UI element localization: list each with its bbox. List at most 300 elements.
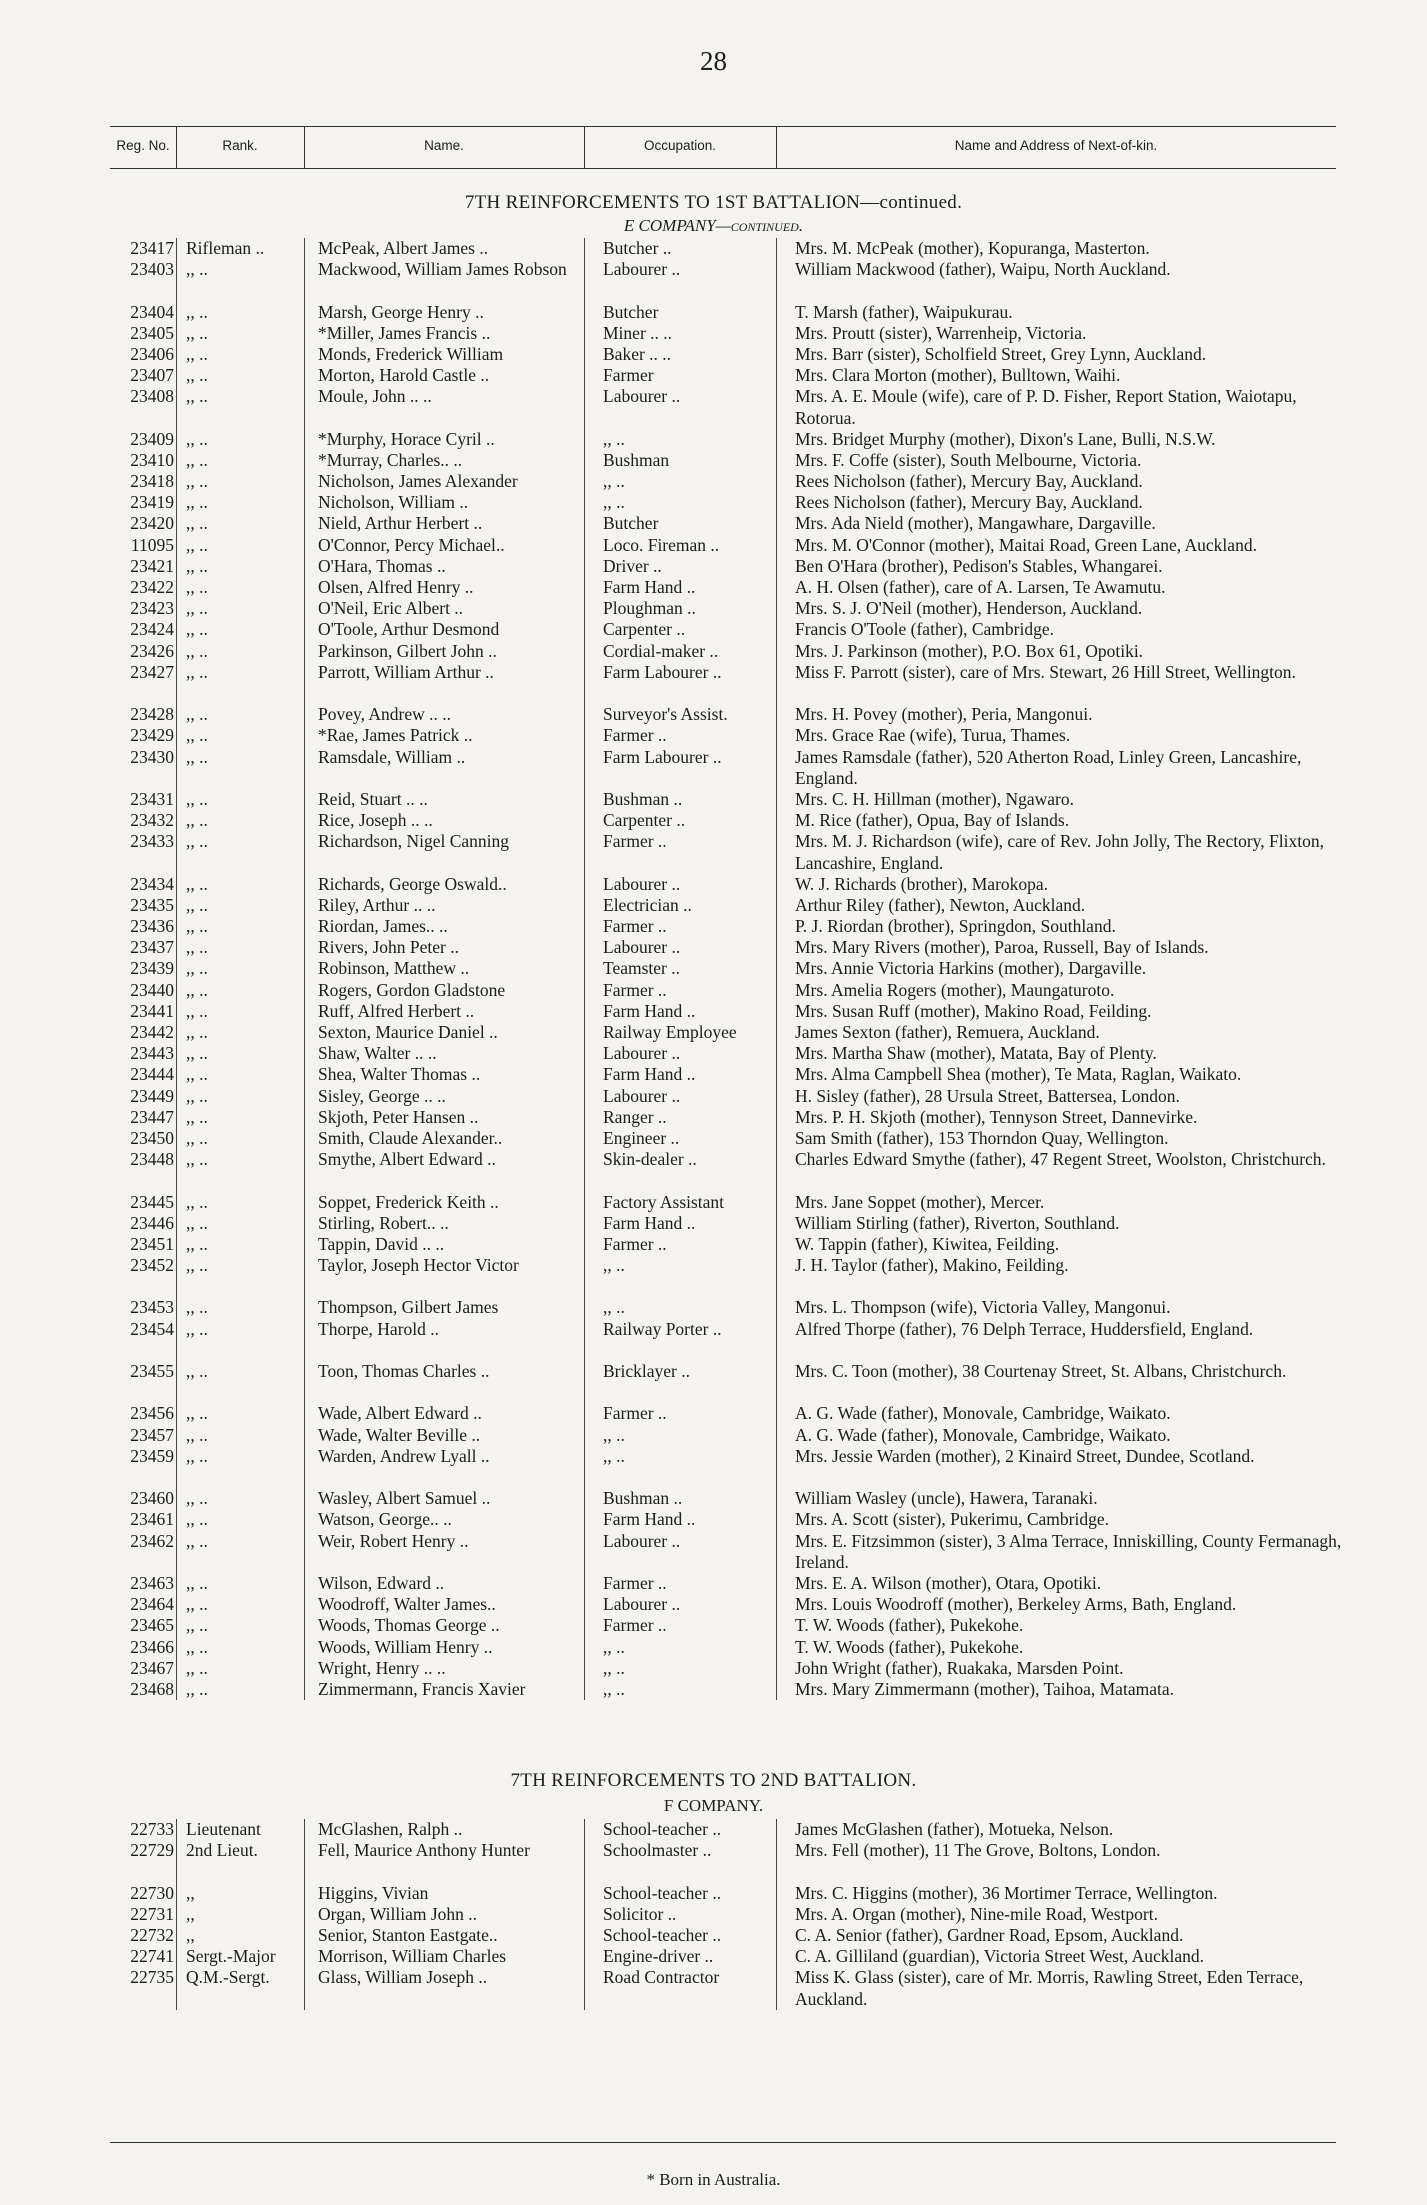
reg-no-cell: 23442 bbox=[130, 1022, 174, 1043]
reg-no-cell: 23405 bbox=[130, 322, 174, 343]
reg-no-cell: 23468 bbox=[130, 1678, 174, 1699]
name-cell: Watson, George.. .. bbox=[318, 1509, 452, 1530]
reg-no-cell: 23435 bbox=[130, 894, 174, 915]
name-cell: Monds, Frederick William bbox=[318, 343, 504, 364]
footnote: * Born in Australia. bbox=[646, 2170, 781, 2189]
table-row bbox=[0, 1064, 1427, 1085]
rank-cell: ,, .. bbox=[186, 1022, 208, 1043]
next-of-kin-cell: Mrs. M. McPeak (mother), Kopuranga, Masterton. bbox=[795, 238, 1150, 258]
rank-cell: ,, .. bbox=[186, 1572, 208, 1593]
name-cell: Robinson, Matthew .. bbox=[318, 958, 470, 979]
table-row bbox=[0, 1043, 1427, 1064]
next-of-kin-cell: A. G. Wade (father), Monovale, Cambridge, Waikato. bbox=[795, 1403, 1171, 1424]
rank-cell: 2nd Lieut. bbox=[186, 1840, 258, 1861]
occupation-cell: Farm Labourer .. bbox=[603, 746, 722, 767]
rank-cell: ,, .. bbox=[186, 661, 208, 682]
next-of-kin-cell: W. Tappin (father), Kiwitea, Feilding. bbox=[795, 1233, 1060, 1254]
rank-cell: ,, .. bbox=[186, 1043, 208, 1064]
rank-cell: ,, .. bbox=[186, 555, 208, 576]
table-row bbox=[0, 1883, 1427, 1904]
rank-cell: ,, .. bbox=[186, 640, 208, 661]
reg-no-cell: 23407 bbox=[130, 365, 174, 386]
rank-cell: ,, .. bbox=[186, 894, 208, 915]
name-cell: Thompson, Gilbert James bbox=[318, 1297, 499, 1318]
header-divider bbox=[584, 126, 585, 168]
name-cell: O'Connor, Percy Michael.. bbox=[318, 534, 505, 555]
table-row bbox=[0, 1361, 1427, 1403]
reg-no-cell: 23449 bbox=[130, 1085, 174, 1106]
occupation-cell: ,, .. bbox=[603, 492, 625, 513]
occupation-cell: Butcher bbox=[603, 301, 659, 322]
table-row bbox=[0, 1403, 1427, 1424]
occupation-cell: Factory Assistant bbox=[603, 1191, 725, 1212]
name-cell: Parkinson, Gilbert John .. bbox=[318, 640, 497, 661]
name-cell: Taylor, Joseph Hector Victor bbox=[318, 1255, 519, 1276]
name-cell: O'Toole, Arthur Desmond bbox=[318, 619, 500, 640]
reg-no-cell: 22730 bbox=[130, 1882, 174, 1903]
name-cell: Rivers, John Peter .. bbox=[318, 937, 459, 958]
occupation-cell: Farmer .. bbox=[603, 725, 667, 746]
next-of-kin-cell: Mrs. P. H. Skjoth (mother), Tennyson Street, Dannevirke. bbox=[795, 1106, 1198, 1127]
table-row bbox=[0, 513, 1427, 534]
next-of-kin-cell: Francis O'Toole (father), Cambridge. bbox=[795, 619, 1054, 640]
col-name: Name. bbox=[424, 138, 464, 153]
occupation-cell: Labourer .. bbox=[603, 386, 681, 407]
table-row bbox=[0, 1904, 1427, 1925]
next-of-kin-cell: James Ramsdale (father), 520 Atherton Road, Linley Green, Lancashire, England. bbox=[795, 746, 1302, 788]
name-cell: Ruff, Alfred Herbert .. bbox=[318, 1000, 475, 1021]
occupation-cell: Farm Hand .. bbox=[603, 577, 696, 598]
reg-no-cell: 23467 bbox=[130, 1657, 174, 1678]
header-rule-top bbox=[110, 126, 1336, 127]
rank-cell: ,, .. bbox=[186, 1403, 208, 1424]
next-of-kin-cell: Mrs. A. E. Moule (wife), care of P. D. Fisher, Report Station, Waiotapu, Rotorua. bbox=[795, 386, 1297, 428]
reg-no-cell: 23455 bbox=[130, 1361, 174, 1382]
next-of-kin-cell: Mrs. Barr (sister), Scholfield Street, Grey Lynn, Auckland. bbox=[795, 343, 1207, 364]
next-of-kin-cell: P. J. Riordan (brother), Springdon, Southland. bbox=[795, 916, 1116, 937]
rank-cell: ,, .. bbox=[186, 471, 208, 492]
name-cell: Richardson, Nigel Canning bbox=[318, 831, 510, 852]
rank-cell: ,, .. bbox=[186, 916, 208, 937]
occupation-cell: Bushman bbox=[603, 449, 670, 470]
reg-no-cell: 23462 bbox=[130, 1530, 174, 1551]
next-of-kin-cell: Mrs. Mary Zimmermann (mother), Taihoa, Matamata. bbox=[795, 1678, 1174, 1699]
table-row bbox=[0, 556, 1427, 577]
reg-no-cell: 22732 bbox=[130, 1924, 174, 1945]
name-cell: Wasley, Albert Samuel .. bbox=[318, 1488, 491, 1509]
name-cell: Rice, Joseph .. .. bbox=[318, 810, 433, 831]
reg-no-cell: 23421 bbox=[130, 555, 174, 576]
table-row bbox=[0, 1509, 1427, 1530]
occupation-cell: Bushman .. bbox=[603, 788, 683, 809]
next-of-kin-cell: Mrs. Bridget Murphy (mother), Dixon's Lane, Bulli, N.S.W. bbox=[795, 428, 1216, 449]
reg-no-cell: 23436 bbox=[130, 916, 174, 937]
name-cell: McGlashen, Ralph .. bbox=[318, 1819, 463, 1839]
next-of-kin-cell: William Stirling (father), Riverton, Southland. bbox=[795, 1212, 1120, 1233]
table-row bbox=[0, 831, 1427, 873]
table-row bbox=[0, 1192, 1427, 1213]
occupation-cell: Teamster .. bbox=[603, 958, 681, 979]
reg-no-cell: 23423 bbox=[130, 598, 174, 619]
name-cell: Higgins, Vivian bbox=[318, 1882, 429, 1903]
next-of-kin-cell: T. W. Woods (father), Pukekohe. bbox=[795, 1636, 1024, 1657]
column-divider bbox=[176, 238, 177, 1700]
name-cell: Olsen, Alfred Henry .. bbox=[318, 577, 474, 598]
rank-cell: Rifleman .. bbox=[186, 238, 265, 258]
table-row bbox=[0, 344, 1427, 365]
rank-cell: ,, .. bbox=[186, 1657, 208, 1678]
table-row bbox=[0, 1531, 1427, 1573]
name-cell: Woods, Thomas George .. bbox=[318, 1615, 500, 1636]
occupation-cell: ,, .. bbox=[603, 1424, 625, 1445]
occupation-cell: Railway Employee bbox=[603, 1022, 737, 1043]
next-of-kin-cell: J. H. Taylor (father), Makino, Feilding. bbox=[795, 1255, 1069, 1276]
occupation-cell: ,, .. bbox=[603, 1297, 625, 1318]
table-row bbox=[0, 937, 1427, 958]
next-of-kin-cell: W. J. Richards (brother), Marokopa. bbox=[795, 873, 1049, 894]
next-of-kin-cell: Mrs. Grace Rae (wife), Turua, Thames. bbox=[795, 725, 1071, 746]
rank-cell: ,, .. bbox=[186, 619, 208, 640]
next-of-kin-cell: William Mackwood (father), Waipu, North Auckland. bbox=[795, 259, 1171, 280]
name-cell: Nicholson, William .. bbox=[318, 492, 469, 513]
table-row bbox=[0, 1149, 1427, 1191]
next-of-kin-cell: A. H. Olsen (father), care of A. Larsen, Te Awamutu. bbox=[795, 577, 1166, 598]
name-cell: Senior, Stanton Eastgate.. bbox=[318, 1924, 498, 1945]
name-cell: Thorpe, Harold .. bbox=[318, 1318, 440, 1339]
table-row bbox=[0, 619, 1427, 640]
column-divider bbox=[176, 1819, 177, 2010]
next-of-kin-cell: Miss K. Glass (sister), care of Mr. Morris, Rawling Street, Eden Terrace, Auckland. bbox=[795, 1967, 1304, 2009]
name-cell: Shea, Walter Thomas .. bbox=[318, 1064, 481, 1085]
name-cell: Fell, Maurice Anthony Hunter bbox=[318, 1840, 530, 1861]
next-of-kin-cell: Sam Smith (father), 153 Thorndon Quay, Wellington. bbox=[795, 1127, 1169, 1148]
reg-no-cell: 23440 bbox=[130, 979, 174, 1000]
occupation-cell: Engineer .. bbox=[603, 1127, 680, 1148]
name-cell: Smith, Claude Alexander.. bbox=[318, 1127, 503, 1148]
name-cell: Riordan, James.. .. bbox=[318, 916, 448, 937]
next-of-kin-cell: Mrs. A. Scott (sister), Pukerimu, Cambridge. bbox=[795, 1509, 1110, 1530]
next-of-kin-cell: A. G. Wade (father), Monovale, Cambridge, Waikato. bbox=[795, 1424, 1171, 1445]
table-row bbox=[0, 1819, 1427, 1840]
reg-no-cell: 23422 bbox=[130, 577, 174, 598]
rank-cell: ,, .. bbox=[186, 937, 208, 958]
table-row bbox=[0, 1594, 1427, 1615]
reg-no-cell: 23465 bbox=[130, 1615, 174, 1636]
reg-no-cell: 23429 bbox=[130, 725, 174, 746]
rank-cell: ,, .. bbox=[186, 704, 208, 725]
table-row bbox=[0, 1425, 1427, 1446]
rank-cell: Sergt.-Major bbox=[186, 1946, 276, 1967]
rank-cell: Lieutenant bbox=[186, 1819, 261, 1839]
name-cell: Woods, William Henry .. bbox=[318, 1636, 493, 1657]
table-row bbox=[0, 1658, 1427, 1679]
name-cell: Rogers, Gordon Gladstone bbox=[318, 979, 506, 1000]
table-row bbox=[0, 1001, 1427, 1022]
table-row bbox=[0, 810, 1427, 831]
reg-no-cell: 22731 bbox=[130, 1903, 174, 1924]
occupation-cell: Railway Porter .. bbox=[603, 1318, 722, 1339]
rank-cell: ,, .. bbox=[186, 746, 208, 767]
reg-no-cell: 22735 bbox=[130, 1967, 174, 1988]
occupation-cell: Electrician .. bbox=[603, 894, 692, 915]
rank-cell: ,, .. bbox=[186, 1594, 208, 1615]
reg-no-cell: 23426 bbox=[130, 640, 174, 661]
occupation-cell: ,, .. bbox=[603, 1636, 625, 1657]
col-reg-no: Reg. No. bbox=[116, 138, 170, 153]
rank-cell: ,, .. bbox=[186, 1106, 208, 1127]
reg-no-cell: 22733 bbox=[130, 1819, 174, 1839]
occupation-cell: ,, .. bbox=[603, 1678, 625, 1699]
occupation-cell: Loco. Fireman .. bbox=[603, 534, 720, 555]
col-occupation: Occupation. bbox=[643, 138, 717, 153]
rank-cell: ,, .. bbox=[186, 958, 208, 979]
rank-cell: ,, .. bbox=[186, 1212, 208, 1233]
next-of-kin-cell: James McGlashen (father), Motueka, Nelson. bbox=[795, 1819, 1114, 1839]
occupation-cell: Farm Labourer .. bbox=[603, 661, 722, 682]
next-of-kin-cell: Mrs. E. Fitzsimmon (sister), 3 Alma Terrace, Inniskilling, County Fermanagh, Ireland. bbox=[795, 1530, 1342, 1572]
next-of-kin-cell: John Wright (father), Ruakaka, Marsden Point. bbox=[795, 1657, 1124, 1678]
name-cell: Sexton, Maurice Daniel .. bbox=[318, 1022, 498, 1043]
reg-no-cell: 23448 bbox=[130, 1149, 174, 1170]
occupation-cell: School-teacher .. bbox=[603, 1924, 722, 1945]
name-cell: *Murray, Charles.. .. bbox=[318, 449, 463, 470]
column-divider bbox=[584, 238, 585, 1700]
table-row bbox=[0, 958, 1427, 979]
reg-no-cell: 23420 bbox=[130, 513, 174, 534]
reg-no-cell: 23433 bbox=[130, 831, 174, 852]
next-of-kin-cell: Mrs. L. Thompson (wife), Victoria Valley, Mangonui. bbox=[795, 1297, 1171, 1318]
reg-no-cell: 23463 bbox=[130, 1572, 174, 1593]
next-of-kin-cell: William Wasley (uncle), Hawera, Taranaki. bbox=[795, 1488, 1098, 1509]
occupation-cell: Farmer .. bbox=[603, 1572, 667, 1593]
occupation-cell: Farmer .. bbox=[603, 831, 667, 852]
occupation-cell: Labourer .. bbox=[603, 259, 681, 280]
next-of-kin-cell: Mrs. Ada Nield (mother), Mangawhare, Dargaville. bbox=[795, 513, 1156, 534]
rank-cell: ,, .. bbox=[186, 1318, 208, 1339]
rank-cell: ,, .. bbox=[186, 1361, 208, 1382]
table-row bbox=[0, 386, 1427, 428]
rank-cell: ,, .. bbox=[186, 386, 208, 407]
next-of-kin-cell: Mrs. C. Higgins (mother), 36 Mortimer Terrace, Wellington. bbox=[795, 1882, 1218, 1903]
rank-cell: ,, .. bbox=[186, 492, 208, 513]
rank-cell: ,, .. bbox=[186, 1127, 208, 1148]
reg-no-cell: 23444 bbox=[130, 1064, 174, 1085]
reg-no-cell: 23406 bbox=[130, 343, 174, 364]
occupation-cell: Labourer .. bbox=[603, 1043, 681, 1064]
rank-cell: ,, .. bbox=[186, 1424, 208, 1445]
next-of-kin-cell: Mrs. M. J. Richardson (wife), care of Rev. John Jolly, The Rectory, Flixton, Lancashire, England. bbox=[795, 831, 1324, 873]
reg-no-cell: 23450 bbox=[130, 1127, 174, 1148]
next-of-kin-cell: Mrs. Jessie Warden (mother), 2 Kinaird Street, Dundee, Scotland. bbox=[795, 1445, 1255, 1466]
table-row bbox=[0, 1319, 1427, 1361]
occupation-cell: Schoolmaster .. bbox=[603, 1840, 712, 1861]
reg-no-cell: 23410 bbox=[130, 449, 174, 470]
rank-cell: ,, bbox=[186, 1903, 195, 1924]
name-cell: O'Hara, Thomas .. bbox=[318, 555, 446, 576]
next-of-kin-cell: Mrs. A. Organ (mother), Nine-mile Road, Westport. bbox=[795, 1903, 1158, 1924]
table-row bbox=[0, 1573, 1427, 1594]
reg-no-cell: 23447 bbox=[130, 1106, 174, 1127]
name-cell: Toon, Thomas Charles .. bbox=[318, 1361, 490, 1382]
next-of-kin-cell: Mrs. S. J. O'Neil (mother), Henderson, Auckland. bbox=[795, 598, 1143, 619]
reg-no-cell: 23408 bbox=[130, 386, 174, 407]
next-of-kin-cell: Miss F. Parrott (sister), care of Mrs. Stewart, 26 Hill Street, Wellington. bbox=[795, 661, 1296, 682]
reg-no-cell: 23445 bbox=[130, 1191, 174, 1212]
rank-cell: ,, .. bbox=[186, 365, 208, 386]
next-of-kin-cell: Rees Nicholson (father), Mercury Bay, Auckland. bbox=[795, 492, 1143, 513]
occupation-cell: Surveyor's Assist. bbox=[603, 704, 728, 725]
table-row bbox=[0, 429, 1427, 450]
occupation-cell: Engine-driver .. bbox=[603, 1946, 714, 1967]
table-row bbox=[0, 747, 1427, 789]
table-row bbox=[0, 1234, 1427, 1255]
rank-cell: ,, .. bbox=[186, 725, 208, 746]
table-row bbox=[0, 1679, 1427, 1700]
rank-cell: ,, .. bbox=[186, 1255, 208, 1276]
reg-no-cell: 23430 bbox=[130, 746, 174, 767]
column-divider bbox=[304, 238, 305, 1700]
occupation-cell: Butcher .. bbox=[603, 238, 672, 258]
header-divider bbox=[776, 126, 777, 168]
reg-no-cell: 23464 bbox=[130, 1594, 174, 1615]
name-cell: Tappin, David .. .. bbox=[318, 1233, 445, 1254]
table-row bbox=[0, 1967, 1427, 2009]
footer-rule bbox=[110, 2142, 1336, 2143]
occupation-cell: Labourer .. bbox=[603, 937, 681, 958]
table-row bbox=[0, 259, 1427, 301]
occupation-cell: Labourer .. bbox=[603, 1594, 681, 1615]
reg-no-cell: 23431 bbox=[130, 788, 174, 809]
table-row bbox=[0, 577, 1427, 598]
occupation-cell: Farm Hand .. bbox=[603, 1064, 696, 1085]
name-cell: Weir, Robert Henry .. bbox=[318, 1530, 469, 1551]
table-row bbox=[0, 1022, 1427, 1043]
table-row bbox=[0, 323, 1427, 344]
name-cell: Glass, William Joseph .. bbox=[318, 1967, 488, 1988]
reg-no-cell: 23452 bbox=[130, 1255, 174, 1276]
name-cell: Wilson, Edward .. bbox=[318, 1572, 445, 1593]
rank-cell: ,, bbox=[186, 1882, 195, 1903]
occupation-cell: Ploughman .. bbox=[603, 598, 696, 619]
occupation-cell: Driver .. bbox=[603, 555, 662, 576]
name-cell: O'Neil, Eric Albert .. bbox=[318, 598, 464, 619]
rank-cell: ,, .. bbox=[186, 1678, 208, 1699]
table-row bbox=[0, 535, 1427, 556]
name-cell: Woodroff, Walter James.. bbox=[318, 1594, 496, 1615]
name-cell: Soppet, Frederick Keith .. bbox=[318, 1191, 499, 1212]
next-of-kin-cell: James Sexton (father), Remuera, Auckland. bbox=[795, 1022, 1100, 1043]
occupation-cell: ,, .. bbox=[603, 1657, 625, 1678]
next-of-kin-cell: T. W. Woods (father), Pukekohe. bbox=[795, 1615, 1024, 1636]
name-cell: Moule, John .. .. bbox=[318, 386, 432, 407]
reg-no-cell: 23424 bbox=[130, 619, 174, 640]
next-of-kin-cell: Arthur Riley (father), Newton, Auckland. bbox=[795, 894, 1086, 915]
occupation-cell: Miner .. .. bbox=[603, 322, 673, 343]
table-row bbox=[0, 980, 1427, 1001]
rank-cell: ,, .. bbox=[186, 788, 208, 809]
rank-cell: ,, .. bbox=[186, 598, 208, 619]
next-of-kin-cell: Charles Edward Smythe (father), 47 Regent Street, Woolston, Christchurch. bbox=[795, 1149, 1326, 1170]
table-row bbox=[0, 1488, 1427, 1509]
table-row bbox=[0, 1213, 1427, 1234]
table-row bbox=[0, 1297, 1427, 1318]
occupation-cell: Butcher bbox=[603, 513, 659, 534]
rank-cell: ,, .. bbox=[186, 979, 208, 1000]
next-of-kin-cell: Ben O'Hara (brother), Pedison's Stables, Whangarei. bbox=[795, 555, 1163, 576]
table-row bbox=[0, 238, 1427, 259]
occupation-cell: Farmer .. bbox=[603, 1233, 667, 1254]
occupation-cell: School-teacher .. bbox=[603, 1819, 722, 1839]
name-cell: Povey, Andrew .. .. bbox=[318, 704, 452, 725]
next-of-kin-cell: Mrs. Clara Morton (mother), Bulltown, Waihi. bbox=[795, 365, 1121, 386]
reg-no-cell: 23404 bbox=[130, 301, 174, 322]
reg-no-cell: 23427 bbox=[130, 661, 174, 682]
next-of-kin-cell: Mrs. J. Parkinson (mother), P.O. Box 61, Opotiki. bbox=[795, 640, 1144, 661]
occupation-cell: Carpenter .. bbox=[603, 619, 686, 640]
name-cell: Warden, Andrew Lyall .. bbox=[318, 1445, 490, 1466]
header-rule-bottom bbox=[110, 168, 1336, 169]
rank-cell: ,, .. bbox=[186, 1488, 208, 1509]
section1-table bbox=[0, 238, 1427, 1700]
occupation-cell: ,, .. bbox=[603, 428, 625, 449]
next-of-kin-cell: Mrs. Louis Woodroff (mother), Berkeley Arms, Bath, England. bbox=[795, 1594, 1237, 1615]
name-cell: Smythe, Albert Edward .. bbox=[318, 1149, 496, 1170]
name-cell: Morrison, William Charles bbox=[318, 1946, 507, 1967]
name-cell: Nield, Arthur Herbert .. bbox=[318, 513, 483, 534]
rank-cell: ,, .. bbox=[186, 343, 208, 364]
occupation-cell: Baker .. .. bbox=[603, 343, 672, 364]
rank-cell: ,, .. bbox=[186, 1233, 208, 1254]
occupation-cell: Road Contractor bbox=[603, 1967, 720, 1988]
occupation-cell: Carpenter .. bbox=[603, 810, 686, 831]
reg-no-cell: 23418 bbox=[130, 471, 174, 492]
name-cell: *Miller, James Francis .. bbox=[318, 322, 491, 343]
reg-no-cell: 23409 bbox=[130, 428, 174, 449]
reg-no-cell: 23403 bbox=[130, 259, 174, 280]
header-divider bbox=[176, 126, 177, 168]
reg-no-cell: 23457 bbox=[130, 1424, 174, 1445]
next-of-kin-cell: M. Rice (father), Opua, Bay of Islands. bbox=[795, 810, 1070, 831]
table-row bbox=[0, 874, 1427, 895]
rank-cell: ,, .. bbox=[186, 301, 208, 322]
rank-cell: ,, .. bbox=[186, 1064, 208, 1085]
table-row bbox=[0, 1637, 1427, 1658]
col-next-of-kin: Name and Address of Next-of-kin. bbox=[954, 138, 1158, 153]
table-row bbox=[0, 302, 1427, 323]
reg-no-cell: 11095 bbox=[130, 534, 174, 555]
next-of-kin-cell: C. A. Senior (father), Gardner Road, Epsom, Auckland. bbox=[795, 1924, 1184, 1945]
name-cell: Wade, Walter Beville .. bbox=[318, 1424, 481, 1445]
name-cell: *Murphy, Horace Cyril .. bbox=[318, 428, 495, 449]
section1-title: 7TH REINFORCEMENTS TO 1ST BATTALION—continued. bbox=[464, 192, 963, 213]
reg-no-cell: 23434 bbox=[130, 873, 174, 894]
table-row bbox=[0, 1128, 1427, 1149]
name-cell: Zimmermann, Francis Xavier bbox=[318, 1678, 526, 1699]
occupation-cell: ,, .. bbox=[603, 471, 625, 492]
next-of-kin-cell: Rees Nicholson (father), Mercury Bay, Auckland. bbox=[795, 471, 1143, 492]
name-cell: McPeak, Albert James .. bbox=[318, 238, 489, 258]
name-cell: Parrott, William Arthur .. bbox=[318, 661, 494, 682]
name-cell: Riley, Arthur .. .. bbox=[318, 894, 436, 915]
name-cell: Stirling, Robert.. .. bbox=[318, 1212, 449, 1233]
rank-cell: ,, .. bbox=[186, 1509, 208, 1530]
reg-no-cell: 23461 bbox=[130, 1509, 174, 1530]
name-cell: Nicholson, James Alexander bbox=[318, 471, 518, 492]
table-row bbox=[0, 1446, 1427, 1488]
occupation-cell: Labourer .. bbox=[603, 1530, 681, 1551]
column-divider bbox=[776, 1819, 777, 2010]
name-cell: Shaw, Walter .. .. bbox=[318, 1043, 437, 1064]
